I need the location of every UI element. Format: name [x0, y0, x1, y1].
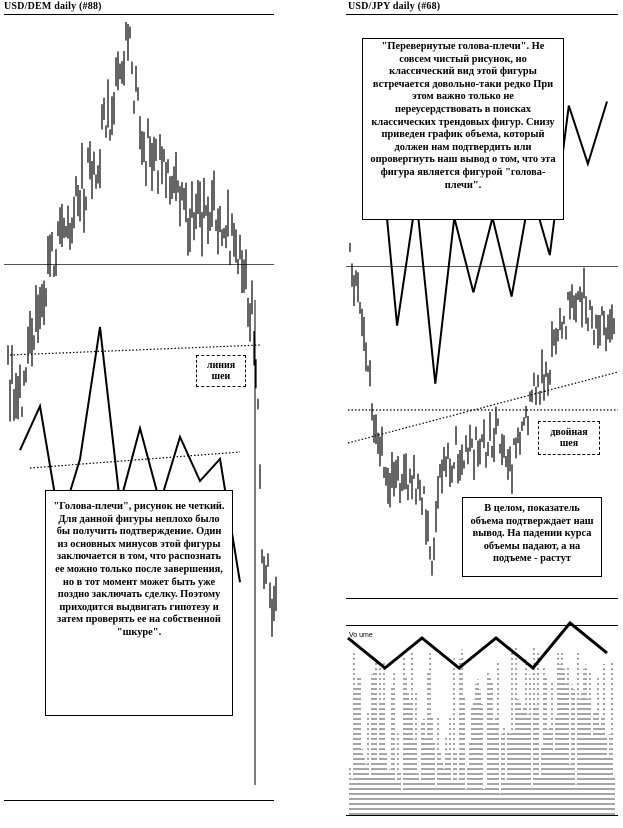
left-note-box: "Голова-плечи", рисунок не четкий. Для данной фигуры неплохо было бы получить подтверждение. Один из основных минусов этой фигуры заключается в том, что распознать ее можно только после завершения, но в тот момент может быть уже поздно заключать сделку. Поэтому приходится выдвигать гипотезу и затем проверять ее на собственной "шкуре".: [45, 490, 233, 716]
right-top-note-box: "Перевернутые голова-плечи". Не совсем чистый рисунок, но классический вид этой фигуры встречается довольно-таки редко При этом важно только не переусердствовать в поисках классических трендовых фигур. Снизу приведен график объема, который должен нам подтвердить или опровергнуть наш вывод о том, что эта фигура является фигурой "голова-плечи".: [362, 38, 564, 220]
left-chart-header: USD/DEM daily (#88): [4, 1, 102, 12]
volume-label: Vo ume: [349, 632, 373, 639]
left-neckline-upper: [10, 345, 260, 355]
right-neckline-label: двойная шея: [538, 421, 600, 455]
left-neckline-label: линия шеи: [196, 355, 246, 387]
volume-zigzag-line: [348, 623, 607, 668]
left-neckline-lower: [30, 452, 240, 468]
right-bottom-note-box: В целом, показатель объема подтверждает наш вывод. На падении курса объемы падают, а на подъеме - растут: [462, 497, 602, 577]
right-chart-header: USD/JPY daily (#68): [348, 1, 441, 12]
